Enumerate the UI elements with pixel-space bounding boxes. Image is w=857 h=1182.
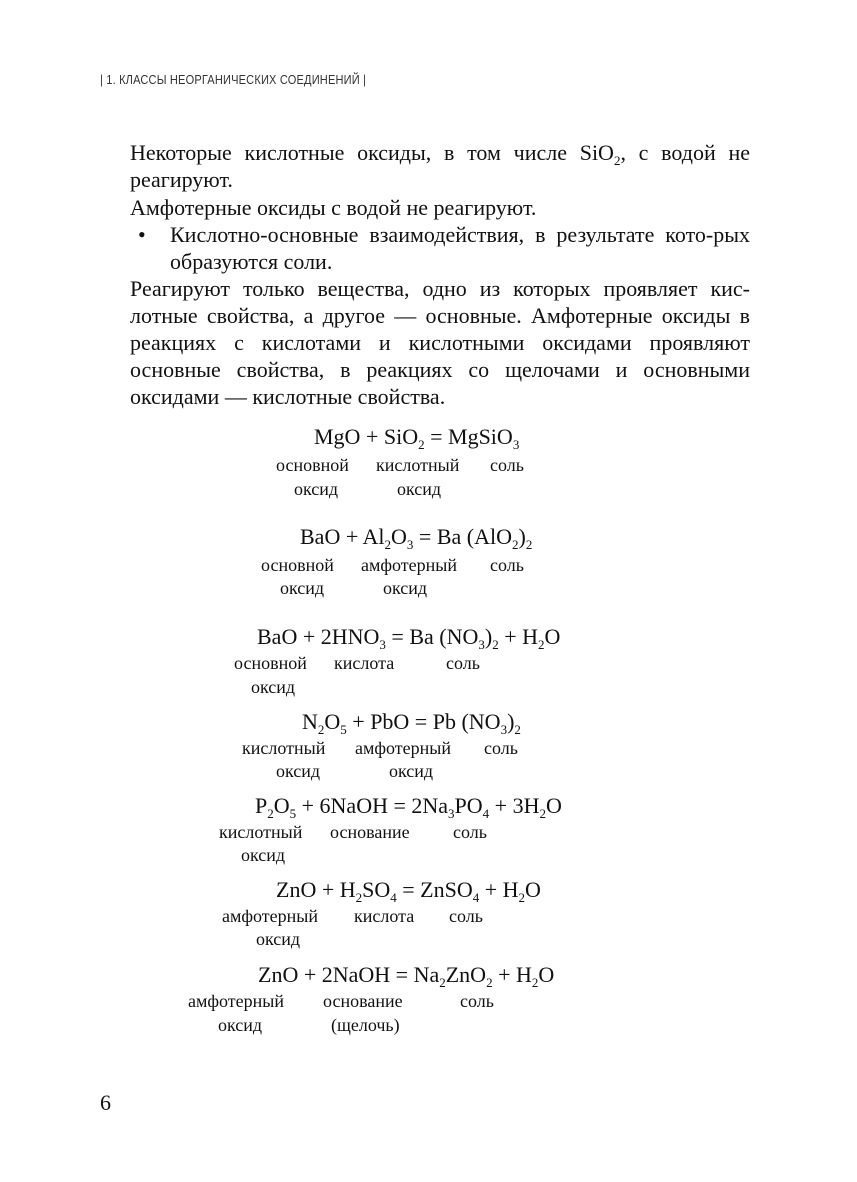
page-number: 6 xyxy=(100,1090,111,1115)
formula-subscript: 2 xyxy=(525,537,533,552)
bullet-text: Кислотно-основные взаимодействия, в результате кото-рых образуются соли. xyxy=(170,222,750,274)
formula-text: + 3H xyxy=(489,793,540,818)
formula-text: ZnO + H xyxy=(276,877,356,902)
formula-text: BaO + Al xyxy=(300,524,385,549)
paragraph-3-text: Реагируют только вещества, одно из которых проявляет кис-лотные свойства, а другое — основные. Амфотерные оксиды в реакциях с кислотами и кислотными оксидами проявляют основные свойства, в реакциях со щелочами и основными оксидами — кислотные свойства. xyxy=(130,276,750,409)
formula-subscript: 3 xyxy=(478,637,485,652)
formula-text: P xyxy=(255,793,268,818)
paragraph-3 xyxy=(130,275,750,410)
equation-1-label: основной xyxy=(276,455,349,475)
formula-text: = ZnSO xyxy=(396,877,473,902)
formula-text: + PbO = Pb (NO xyxy=(346,709,501,734)
equation-6 xyxy=(276,877,541,903)
equation-5-label: соль xyxy=(453,822,487,842)
formula-text: O xyxy=(545,793,562,818)
paragraph-2 xyxy=(130,194,750,221)
equation-5 xyxy=(255,793,562,819)
formula-subscript: 2 xyxy=(518,890,526,905)
formula-text: ZnO xyxy=(445,962,487,987)
formula-subscript: 3 xyxy=(406,537,414,552)
equation-3-label: соль xyxy=(446,653,480,673)
formula-subscript: 2 xyxy=(418,437,425,452)
formula-subscript: 3 xyxy=(500,722,508,737)
formula-text: = Ba (NO xyxy=(385,624,479,649)
equation-7-label: амфотерный xyxy=(188,991,285,1011)
equation-1 xyxy=(314,424,519,450)
equation-2 xyxy=(300,524,532,550)
equation-5-label: основание xyxy=(330,822,410,842)
formula-text: + 6NaOH = 2Na xyxy=(296,793,449,818)
formula-text: + H xyxy=(479,877,519,902)
paragraph-2-text: Амфотерные оксиды с водой не реагируют. xyxy=(130,195,537,220)
formula-subscript: 3 xyxy=(512,437,520,452)
equation-3-label: оксид xyxy=(251,677,296,697)
formula-text: ) xyxy=(484,624,493,649)
equation-2-label: оксид xyxy=(280,578,325,598)
paragraph-1 xyxy=(130,139,750,193)
equation-2-label: амфотерный xyxy=(361,555,458,575)
formula-text: O xyxy=(273,793,290,818)
formula-text: SO xyxy=(362,877,391,902)
formula-text: O xyxy=(538,962,555,987)
formula-text: O xyxy=(391,524,407,549)
formula-subscript: 2 xyxy=(439,975,446,990)
equation-7-label: основание xyxy=(323,991,403,1011)
formula-text: N xyxy=(302,709,318,734)
equation-1-label: соль xyxy=(490,455,524,475)
formula-subscript: 2 xyxy=(539,806,546,821)
equation-3 xyxy=(257,624,560,650)
formula-text: + H xyxy=(492,962,532,987)
formula-text: O xyxy=(544,624,561,649)
formula-subscript: 2 xyxy=(486,975,493,990)
formula-subscript: 5 xyxy=(340,722,347,737)
equation-2-label: основной xyxy=(261,555,334,575)
equation-6-label: соль xyxy=(449,906,483,926)
formula-text: ) xyxy=(518,524,526,549)
formula-subscript: 2 xyxy=(514,722,521,737)
formula-subscript: 2 xyxy=(492,637,499,652)
formula-subscript: 2 xyxy=(355,890,363,905)
formula-text: = Ba (AlO xyxy=(413,524,512,549)
formula-text: O xyxy=(324,709,341,734)
equation-5-label: оксид xyxy=(241,845,286,865)
formula-text: PO xyxy=(454,793,483,818)
formula-text: ZnO + 2NaOH = Na xyxy=(258,962,440,987)
formula-subscript: 4 xyxy=(482,806,490,821)
equation-1-label: кислотный xyxy=(376,455,460,475)
equation-7-label: оксид xyxy=(218,1015,263,1035)
formula-text: O xyxy=(525,877,541,902)
formula-subscript: 2 xyxy=(267,806,274,821)
equation-6-label: амфотерный xyxy=(222,906,319,926)
formula-subscript: 2 xyxy=(531,975,539,990)
equation-4-label: соль xyxy=(484,738,518,758)
equation-5-label: кислотный xyxy=(219,822,303,842)
paragraph-1-sub: 2 xyxy=(613,153,621,168)
equation-3-label: основной xyxy=(234,653,307,673)
formula-subscript: 3 xyxy=(379,637,386,652)
equation-4-label: оксид xyxy=(389,761,434,781)
equation-2-label: оксид xyxy=(383,578,428,598)
bullet-dot: • xyxy=(138,222,146,247)
formula-subscript: 2 xyxy=(384,537,392,552)
equation-1-label: оксид xyxy=(294,479,339,499)
formula-text: BaO + 2HNO xyxy=(257,624,380,649)
paragraph-1-text-a: Некоторые кислотные оксиды, в том числе SiO xyxy=(130,140,614,165)
equation-6-label: кислота xyxy=(354,906,415,926)
formula-text: = MgSiO xyxy=(424,424,513,449)
equation-7-label: (щелочь) xyxy=(331,1015,400,1035)
formula-text: + H xyxy=(498,624,538,649)
equation-4 xyxy=(302,709,521,735)
running-header: | 1. КЛАССЫ НЕОРГАНИЧЕСКИХ СОЕДИНЕНИЙ | xyxy=(100,72,367,87)
formula-subscript: 2 xyxy=(537,637,545,652)
equation-4-label: оксид xyxy=(276,761,321,781)
paragraph-1-text-b: , с водой не реагируют. xyxy=(130,140,750,192)
formula-subscript: 4 xyxy=(390,890,397,905)
formula-text: MgO + SiO xyxy=(314,424,419,449)
equation-6-label: оксид xyxy=(256,929,301,949)
equation-7 xyxy=(258,962,554,988)
equation-3-label: кислота xyxy=(334,653,395,673)
formula-text: ) xyxy=(507,709,515,734)
formula-subscript: 4 xyxy=(472,890,480,905)
equation-4-label: кислотный xyxy=(242,738,326,758)
bullet-item xyxy=(130,221,750,275)
equation-7-label: соль xyxy=(460,991,494,1011)
equation-1-label: оксид xyxy=(397,479,442,499)
equation-4-label: амфотерный xyxy=(355,738,452,758)
formula-subscript: 2 xyxy=(317,722,325,737)
formula-subscript: 5 xyxy=(289,806,297,821)
equation-2-label: соль xyxy=(490,555,524,575)
formula-subscript: 3 xyxy=(448,806,455,821)
formula-subscript: 2 xyxy=(511,537,519,552)
